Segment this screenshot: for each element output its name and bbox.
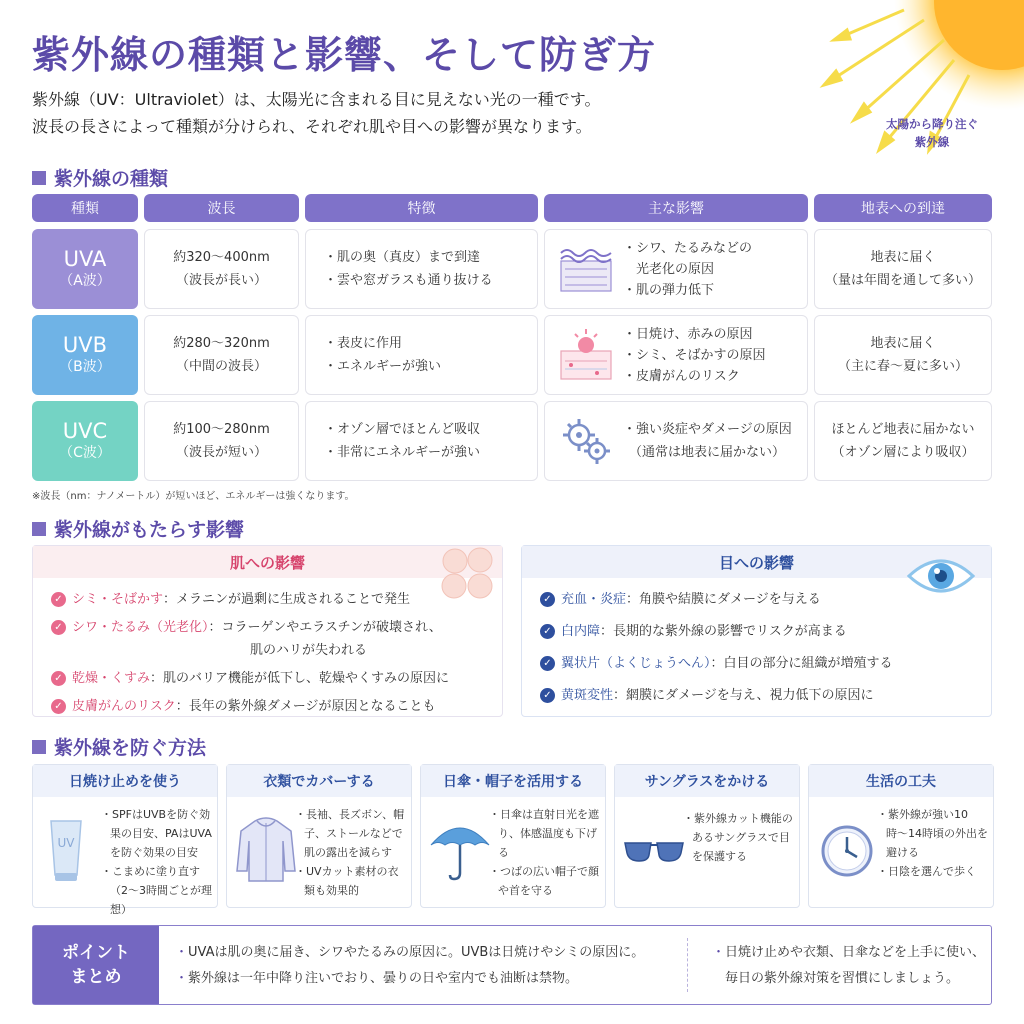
sunglasses-icon: [623, 813, 685, 885]
card-item: ・ こまめに塗り直す（2〜3時間ごとが理想）: [101, 862, 213, 919]
column-header-reach: 地表への到達: [814, 194, 992, 222]
card-item: ・ SPFはUVBを防ぐ効果の目安、PAはUVAを防ぐ効果の目安: [101, 805, 213, 862]
reach-cell: [814, 229, 992, 309]
eye-effect-item: [540, 652, 991, 675]
effects-cell: [544, 315, 808, 395]
card-title: 日傘・帽子を活用する: [421, 765, 605, 797]
tube-label: UV: [57, 836, 75, 850]
prevention-card-sunscreen: [32, 764, 218, 916]
effect-line: [623, 259, 752, 280]
prevention-card-umbrella: [420, 764, 606, 908]
check-icon: ✓: [51, 620, 66, 635]
effect-desc: ：コラーゲンやエラスチンが破壊され、: [208, 620, 442, 635]
feature-item: ・ エネルギーが強い: [324, 355, 441, 378]
column-header-features: 特徴: [305, 194, 538, 222]
type-cell: [32, 315, 138, 395]
intro-text: [32, 86, 722, 140]
section-heading-types: [32, 164, 168, 191]
effect-term: シミ・そばかす: [72, 592, 164, 607]
column-header-type: 種類: [32, 194, 138, 222]
clock-icon: [817, 813, 879, 885]
eye-effects-panel: [521, 545, 992, 717]
section-heading-prevention: [32, 733, 206, 760]
effect-text: 日焼け、赤みの原因: [636, 326, 753, 342]
type-sub: （A波）: [59, 273, 111, 289]
effects-cell: [544, 229, 808, 309]
summary-label-line-1: ポイント: [62, 943, 130, 963]
section-marker-icon: [32, 740, 46, 754]
umbrella-icon: [429, 813, 491, 885]
section-heading-effects: [32, 515, 244, 542]
reach-cell: [814, 401, 992, 481]
section-heading-text: 紫外線を防ぐ方法: [54, 737, 207, 759]
wavelength-cell: [144, 315, 299, 395]
summary-point: ・ 日焼け止めや衣類、日傘などを上手に使い、: [712, 940, 985, 966]
table-row-uvb: [32, 315, 992, 395]
section-marker-icon: [32, 522, 46, 536]
summary-left: [159, 926, 679, 1004]
effect-term: 充血・炎症: [561, 592, 627, 607]
virus-icon: [557, 411, 617, 471]
page-title: 紫外線の種類と影響、そして防ぎ方: [32, 33, 657, 77]
reach-value: 地表に届く: [870, 250, 936, 265]
table-row-uva: [32, 229, 992, 309]
effect-text: シワ、たるみなどの: [636, 240, 752, 256]
effect-line: ・強い炎症やダメージの原因: [623, 422, 792, 437]
skin-effects-panel: [32, 545, 503, 717]
skin-effect-item: [51, 695, 502, 718]
type-name: UVC: [62, 419, 108, 443]
type-name: UVB: [62, 333, 108, 357]
effect-line: ・日焼け、赤みの原因: [623, 326, 753, 342]
effect-text: （通常は地表に届かない）: [629, 445, 786, 460]
card-item: ・ 紫外線が強い10時〜14時頃の外出を避ける: [877, 805, 989, 862]
effect-text: 肌の弾力低下: [636, 282, 715, 298]
effect-text: シミ、そばかすの原因: [636, 347, 766, 363]
effect-line: [623, 441, 792, 464]
effect-desc: ：メラニンが過剰に生成されることで発生: [163, 592, 411, 607]
reach-note: （量は年間を通して多い）: [824, 273, 981, 288]
effect-term: 皮膚がんのリスク: [72, 699, 176, 714]
eye-icon: [905, 550, 977, 602]
effect-line: ・シミ、そばかすの原因: [623, 347, 766, 363]
card-title: 生活の工夫: [809, 765, 993, 797]
skin-effect-item: [51, 588, 502, 611]
wavelength-note: （中間の波長）: [175, 359, 267, 374]
card-item: ・ つばの広い帽子で顔や首を守る: [489, 862, 601, 900]
feature-item: ・ オゾン層でほとんど吸収: [324, 418, 480, 441]
intro-line-1: 紫外線（UV：Ultraviolet）は、太陽光に含まれる目に見えない光の一種です。: [32, 90, 601, 109]
effects-cell: [544, 401, 808, 481]
effect-text: 強い炎症やダメージの原因: [636, 422, 792, 437]
feature-item: ・ 表皮に作用: [324, 332, 441, 355]
type-cell: [32, 229, 138, 309]
wavelength-note: （波長が短い）: [175, 445, 267, 460]
summary-label: [33, 926, 159, 1004]
section-marker-icon: [32, 171, 46, 185]
summary-label-line-2: まとめ: [70, 967, 122, 987]
effect-desc: ：白目の部分に組織が増殖する: [710, 656, 893, 671]
check-icon: ✓: [540, 656, 555, 671]
effect-desc: ：肌のバリア機能が低下し、乾燥やくすみの原因に: [150, 671, 450, 686]
type-sub: （C波）: [59, 445, 111, 461]
features-cell: [305, 401, 538, 481]
summary-point: ・ 紫外線は一年中降り注いでおり、曇りの日や室内でも油断は禁物。: [175, 966, 679, 992]
check-icon: ✓: [51, 671, 66, 686]
type-sub: （B波）: [59, 359, 111, 375]
skin-effect-item: [51, 667, 502, 690]
column-header-wavelength: 波長: [144, 194, 299, 222]
feature-item: ・ 雲や窓ガラスも通り抜ける: [324, 269, 493, 292]
effect-desc: ：角膜や結膜にダメージを与える: [626, 592, 821, 607]
table-header: [32, 194, 992, 222]
effect-line: ・シワ、たるみなどの: [623, 240, 752, 256]
effect-term: 白内障: [561, 624, 601, 639]
intro-line-2: 波長の長さによって種類が分けられ、それぞれ肌や目への影響が異なります。: [32, 117, 592, 136]
card-title: サングラスをかける: [615, 765, 799, 797]
effect-text: 光老化の原因: [636, 261, 715, 277]
reach-value: ほとんど地表に届かない: [831, 422, 975, 437]
check-icon: ✓: [540, 592, 555, 607]
effect-line: ・肌の弾力低下: [623, 282, 715, 298]
prevention-card-sunglasses: [614, 764, 800, 908]
effect-desc: ：長年の紫外線ダメージが原因となることも: [175, 699, 436, 714]
skin-layers-icon: [557, 239, 617, 299]
sun-caption: [872, 115, 992, 151]
skin-effect-item: [51, 616, 502, 662]
section-heading-text: 紫外線の種類: [54, 168, 169, 190]
summary-divider: [687, 938, 688, 992]
reach-cell: [814, 315, 992, 395]
card-title: 日焼け止めを使う: [33, 765, 217, 797]
wavelength-cell: [144, 229, 299, 309]
card-item: ・ 日傘は直射日光を遮り、体感温度も下げる: [489, 805, 601, 862]
effect-term: 黄斑変性: [561, 688, 614, 703]
prevention-card-clothing: [226, 764, 412, 908]
wavelength-value: 約280〜320nm: [173, 336, 270, 351]
card-item: ・ UVカット素材の衣類も効果的: [295, 862, 407, 900]
eye-effect-item: [540, 620, 991, 643]
summary-right: [696, 926, 985, 1004]
check-icon: ✓: [51, 699, 66, 714]
check-icon: ✓: [540, 624, 555, 639]
card-item: ・ 日陰を選んで歩く: [877, 862, 989, 881]
section-heading-text: 紫外線がもたらす影響: [54, 519, 245, 541]
type-name: UVA: [63, 247, 107, 271]
feature-item: ・ 非常にエネルギーが強い: [324, 441, 480, 464]
features-cell: [305, 315, 538, 395]
reach-note: （主に春〜夏に多い）: [837, 359, 968, 374]
type-cell: [32, 401, 138, 481]
wavelength-note: （波長が長い）: [175, 273, 267, 288]
effect-term: シワ・たるみ（光老化）: [72, 620, 209, 635]
effect-desc: ：長期的な紫外線の影響でリスクが高まる: [600, 624, 847, 639]
eye-effect-item: [540, 684, 991, 707]
sun-caption-line-2: 紫外線: [914, 135, 950, 149]
prevention-card-lifestyle: [808, 764, 994, 908]
table-row-uvc: [32, 401, 992, 481]
effect-desc-cont: 肌のハリが失われる: [250, 643, 368, 658]
sunburn-skin-icon: [557, 325, 617, 385]
check-icon: ✓: [540, 688, 555, 703]
check-icon: ✓: [51, 592, 66, 607]
card-item: ・ 長袖、長ズボン、帽子、ストールなどで肌の露出を減らす: [295, 805, 407, 862]
effect-term: 乾燥・くすみ: [72, 671, 151, 686]
column-header-effects: 主な影響: [544, 194, 808, 222]
table-footnote: ※波長（nm：ナノメートル）が短いほど、エネルギーは強くなります。: [32, 491, 355, 502]
feature-item: ・ 肌の奥（真皮）まで到達: [324, 246, 493, 269]
summary-point: ・ UVAは肌の奥に届き、シワやたるみの原因に。UVBは日焼けやシミの原因に。: [175, 940, 679, 966]
wavelength-cell: [144, 401, 299, 481]
summary-box: [32, 925, 992, 1005]
card-item: ・ 紫外線カット機能のあるサングラスで目を保護する: [683, 809, 795, 866]
reach-value: 地表に届く: [870, 336, 936, 351]
prevention-cards: [32, 764, 994, 916]
effect-text: 皮膚がんのリスク: [636, 368, 740, 384]
reach-note: （オゾン層により吸収）: [831, 445, 975, 460]
wavelength-value: 約320〜400nm: [173, 250, 270, 265]
sunscreen-tube-icon: [41, 813, 103, 885]
summary-point-cont: 毎日の紫外線対策を習慣にしましょう。: [725, 971, 960, 986]
sun-caption-line-1: 太陽から降り注ぐ: [886, 117, 978, 131]
skin-panel-title: 肌への影響: [33, 546, 502, 578]
jacket-icon: [235, 813, 297, 885]
card-title: 衣類でカバーする: [227, 765, 411, 797]
eye-panel-title: 目への影響: [522, 546, 991, 578]
effect-term: 翼状片（よくじょうへん）: [561, 656, 711, 671]
effect-desc: ：網膜にダメージを与え、視力低下の原因に: [613, 688, 874, 703]
wavelength-value: 約100〜280nm: [173, 422, 270, 437]
features-cell: [305, 229, 538, 309]
effect-line: ・皮膚がんのリスク: [623, 368, 740, 384]
skin-cells-icon: [440, 546, 500, 606]
